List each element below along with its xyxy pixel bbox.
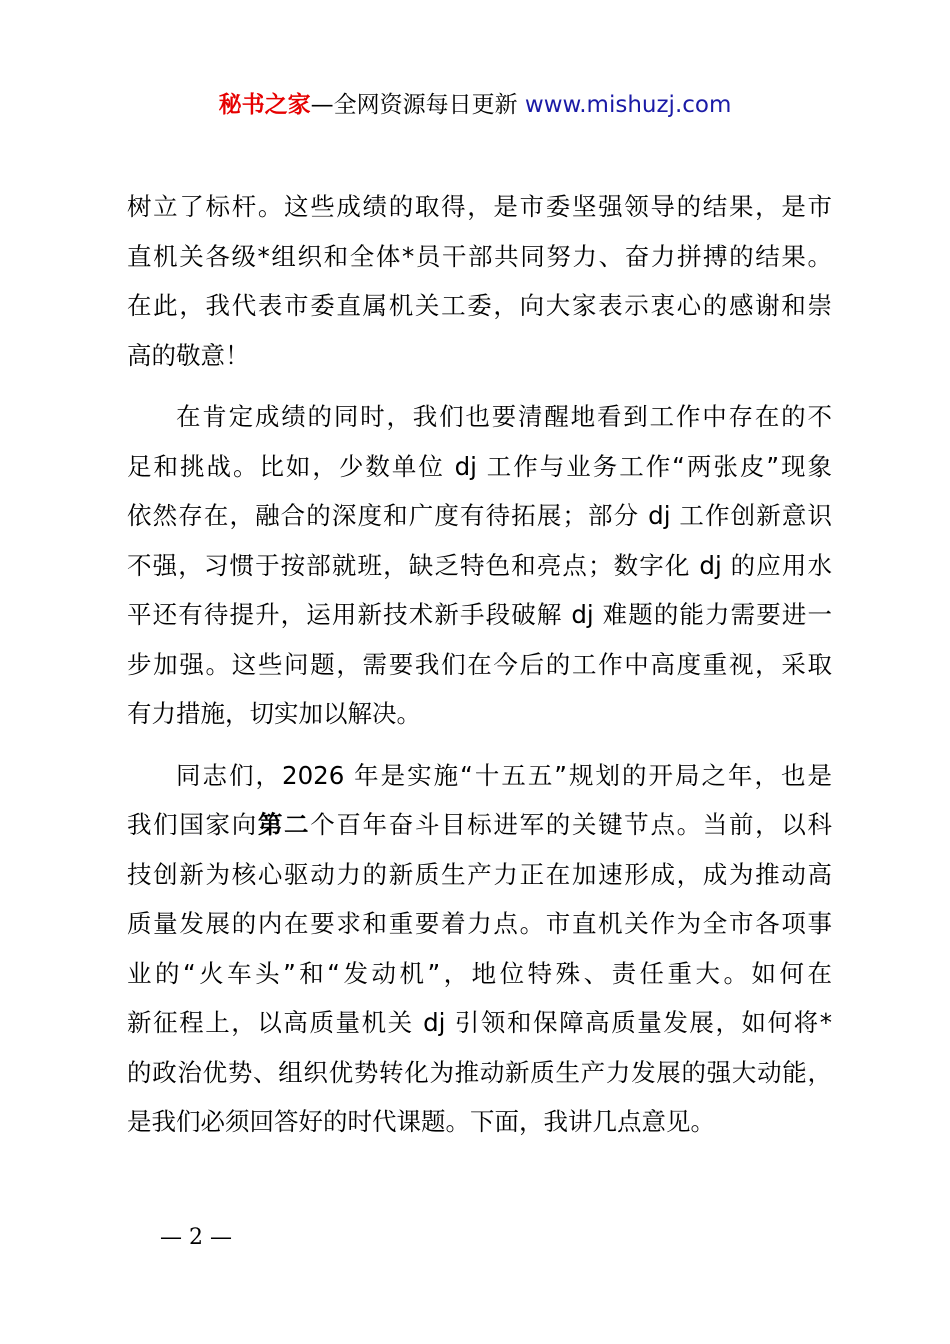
text-line: 在此，我代表市委直属机关工委，向大家表示衷心的感谢和崇: [127, 291, 832, 320]
header-url[interactable]: www.mishuzj.com: [524, 92, 732, 118]
text-line: 依然存在，融合的深度和广度有待拓展；部分 dj 工作创新意识: [127, 501, 832, 530]
text-line: 树立了标杆。这些成绩的取得，是市委坚强领导的结果，是市: [127, 192, 832, 221]
text-line: 步加强。这些问题，需要我们在今后的工作中高度重视，采取: [127, 649, 832, 679]
text-segment: 个百年奋斗目标进军的关键节点。当前，以科: [310, 810, 833, 839]
text-segment: 我们国家向: [127, 810, 258, 839]
site-header: [0, 88, 950, 122]
text-line: 的政治优势、组织优势转化为推动新质生产力发展的强大动能，: [127, 1057, 832, 1087]
text-line: 同志们，2026 年是实施“十五五”规划的开局之年，也是: [176, 760, 832, 790]
text-line: 平还有待提升，运用新技术新手段破解 dj 难题的能力需要进一: [127, 600, 832, 629]
paragraph-3: [127, 751, 832, 1147]
text-line: 高的敬意！: [127, 340, 250, 370]
text-line: 是我们必须回答好的时代课题。下面，我讲几点意见。: [127, 1107, 715, 1136]
text-line: 直机关各级*组织和全体*员干部共同努力、奋力拼搏的结果。: [127, 241, 832, 271]
text-line: 在肯定成绩的同时，我们也要清醒地看到工作中存在的不: [176, 402, 832, 431]
text-line: [127, 800, 832, 850]
paragraph-2: [127, 392, 832, 739]
text-line: 有力措施，切实加以解决。: [127, 699, 421, 728]
document-body: [127, 182, 832, 1159]
paragraph-1: [127, 182, 832, 380]
brand-name: 秘书之家: [218, 92, 311, 118]
text-line: 业的“火车头”和“发动机”，地位特殊、责任重大。如何在: [127, 958, 832, 988]
text-line: 技创新为核心驱动力的新质生产力正在加速形成，成为推动高: [127, 859, 832, 889]
page-number: — 2 —: [160, 1225, 232, 1250]
text-line: 不强，习惯于按部就班，缺乏特色和亮点；数字化 dj 的应用水: [127, 550, 832, 580]
text-line: 足和挑战。比如，少数单位 dj 工作与业务工作“两张皮”现象: [127, 451, 832, 481]
text-line: 质量发展的内在要求和重要着力点。市直机关作为全市各项事: [127, 909, 832, 938]
bold-text: 第二: [257, 810, 311, 839]
header-slogan: —全网资源每日更新: [310, 92, 518, 118]
text-line: 新征程上，以高质量机关 dj 引领和保障高质量发展，如何将*: [127, 1008, 832, 1037]
